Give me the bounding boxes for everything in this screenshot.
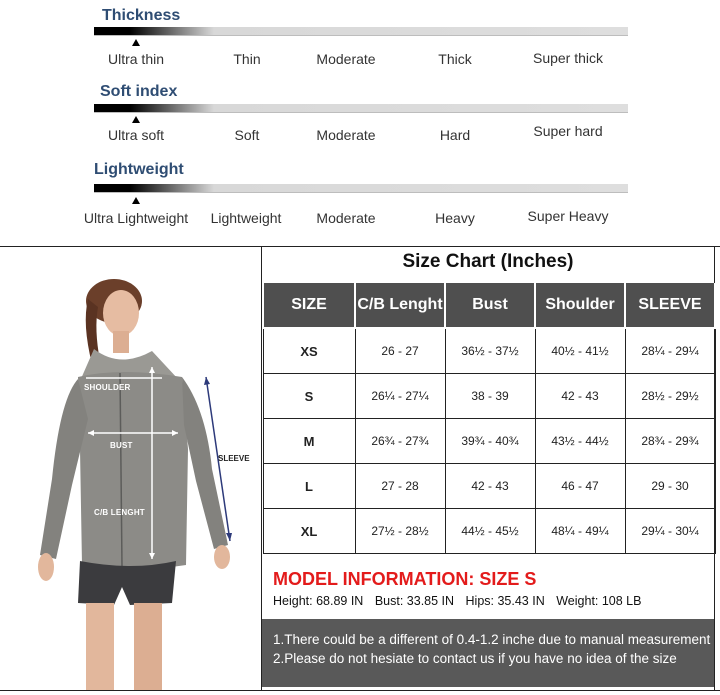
table-cell: 28¼ - 29¼ xyxy=(625,328,715,374)
size-chart-header-row xyxy=(263,283,715,328)
section-divider xyxy=(0,246,720,247)
scale-label: Ultra soft xyxy=(107,127,165,143)
table-row xyxy=(263,374,715,419)
scale-label: Super hard xyxy=(533,123,603,139)
table-cell: 44½ - 45½ xyxy=(445,509,535,554)
size-cell: L xyxy=(263,464,355,509)
lightweight-title: Lightweight xyxy=(94,161,184,178)
soft-index-title: Soft index xyxy=(100,83,178,100)
table-cell: 48¼ - 49¼ xyxy=(535,509,625,554)
table-cell: 28¾ - 29¾ xyxy=(625,419,715,464)
thickness-title: Thickness xyxy=(102,7,181,24)
size-chart-title: Size Chart (Inches) xyxy=(402,251,574,272)
scale-label: Ultra thin xyxy=(107,51,165,67)
cb-length-label: C/B LENGHT xyxy=(94,508,145,517)
size-cell: XL xyxy=(263,509,355,554)
scale-label: Hard xyxy=(439,127,471,143)
table-row xyxy=(263,328,715,374)
size-cell: M xyxy=(263,419,355,464)
table-cell: 29¼ - 30¼ xyxy=(625,509,715,554)
model-info-heading: MODEL INFORMATION: SIZE S xyxy=(273,569,537,589)
table-row xyxy=(263,419,715,464)
table-cell: 42 - 43 xyxy=(535,374,625,419)
column-header: SIZE xyxy=(263,283,355,328)
scale-label: Super thick xyxy=(532,50,604,66)
column-header: SLEEVE xyxy=(625,283,715,328)
model-stats xyxy=(273,594,649,608)
model-height: Height: 68.89 IN xyxy=(273,594,364,608)
table-row xyxy=(263,464,715,509)
soft-index-bar xyxy=(94,104,628,113)
scale-label: Soft xyxy=(234,127,260,143)
lightweight-marker-icon xyxy=(132,197,140,204)
notes-box xyxy=(262,619,714,687)
table-cell: 42 - 43 xyxy=(445,464,535,509)
thickness-bar xyxy=(94,27,628,36)
table-cell: 40½ - 41½ xyxy=(535,328,625,374)
table-cell: 29 - 30 xyxy=(625,464,715,509)
table-cell: 39¾ - 40¾ xyxy=(445,419,535,464)
column-header: C/B Lenght xyxy=(355,283,445,328)
table-cell: 46 - 47 xyxy=(535,464,625,509)
table-cell: 26¾ - 27¾ xyxy=(355,419,445,464)
soft-index-marker-icon xyxy=(132,116,140,123)
column-header: Shoulder xyxy=(535,283,625,328)
scale-label: Moderate xyxy=(316,127,376,143)
note-measurement: 1.There could be a different of 0.4-1.2 inche due to manual measurement xyxy=(273,632,711,647)
scale-label: Thin xyxy=(233,51,261,67)
model-bust: Bust: 33.85 IN xyxy=(374,594,455,608)
scale-label: Heavy xyxy=(435,210,475,226)
model-hips: Hips: 35.43 IN xyxy=(465,594,545,608)
shoulder-label: SHOULDER xyxy=(84,383,131,392)
column-header: Bust xyxy=(445,283,535,328)
table-cell: 28½ - 29½ xyxy=(625,374,715,419)
table-cell: 43½ - 44½ xyxy=(535,419,625,464)
bottom-border xyxy=(0,690,720,691)
bust-label: BUST xyxy=(110,441,133,450)
lightweight-bar xyxy=(94,184,628,193)
table-cell: 27 - 28 xyxy=(355,464,445,509)
model-figure-image xyxy=(2,249,260,690)
scale-label: Lightweight xyxy=(210,210,282,226)
table-row xyxy=(263,509,715,554)
scale-label: Thick xyxy=(438,51,472,67)
table-cell: 26¼ - 27¼ xyxy=(355,374,445,419)
scale-label: Moderate xyxy=(316,210,376,226)
scale-label: Ultra Lightweight xyxy=(83,210,189,226)
table-cell: 27½ - 28½ xyxy=(355,509,445,554)
model-photo xyxy=(2,249,260,690)
note-contact: 2.Please do not hesiate to contact us if you have no idea of the size xyxy=(273,651,677,666)
sleeve-label: SLEEVE xyxy=(218,454,250,463)
table-cell: 36½ - 37½ xyxy=(445,328,535,374)
scale-label: Super Heavy xyxy=(527,208,609,224)
size-cell: S xyxy=(263,374,355,419)
model-weight: Weight: 108 LB xyxy=(556,594,642,608)
thickness-marker-icon xyxy=(132,39,140,46)
size-cell: XS xyxy=(263,328,355,374)
table-cell: 38 - 39 xyxy=(445,374,535,419)
size-chart-table xyxy=(262,283,716,554)
scale-label: Moderate xyxy=(316,51,376,67)
table-cell: 26 - 27 xyxy=(355,328,445,374)
